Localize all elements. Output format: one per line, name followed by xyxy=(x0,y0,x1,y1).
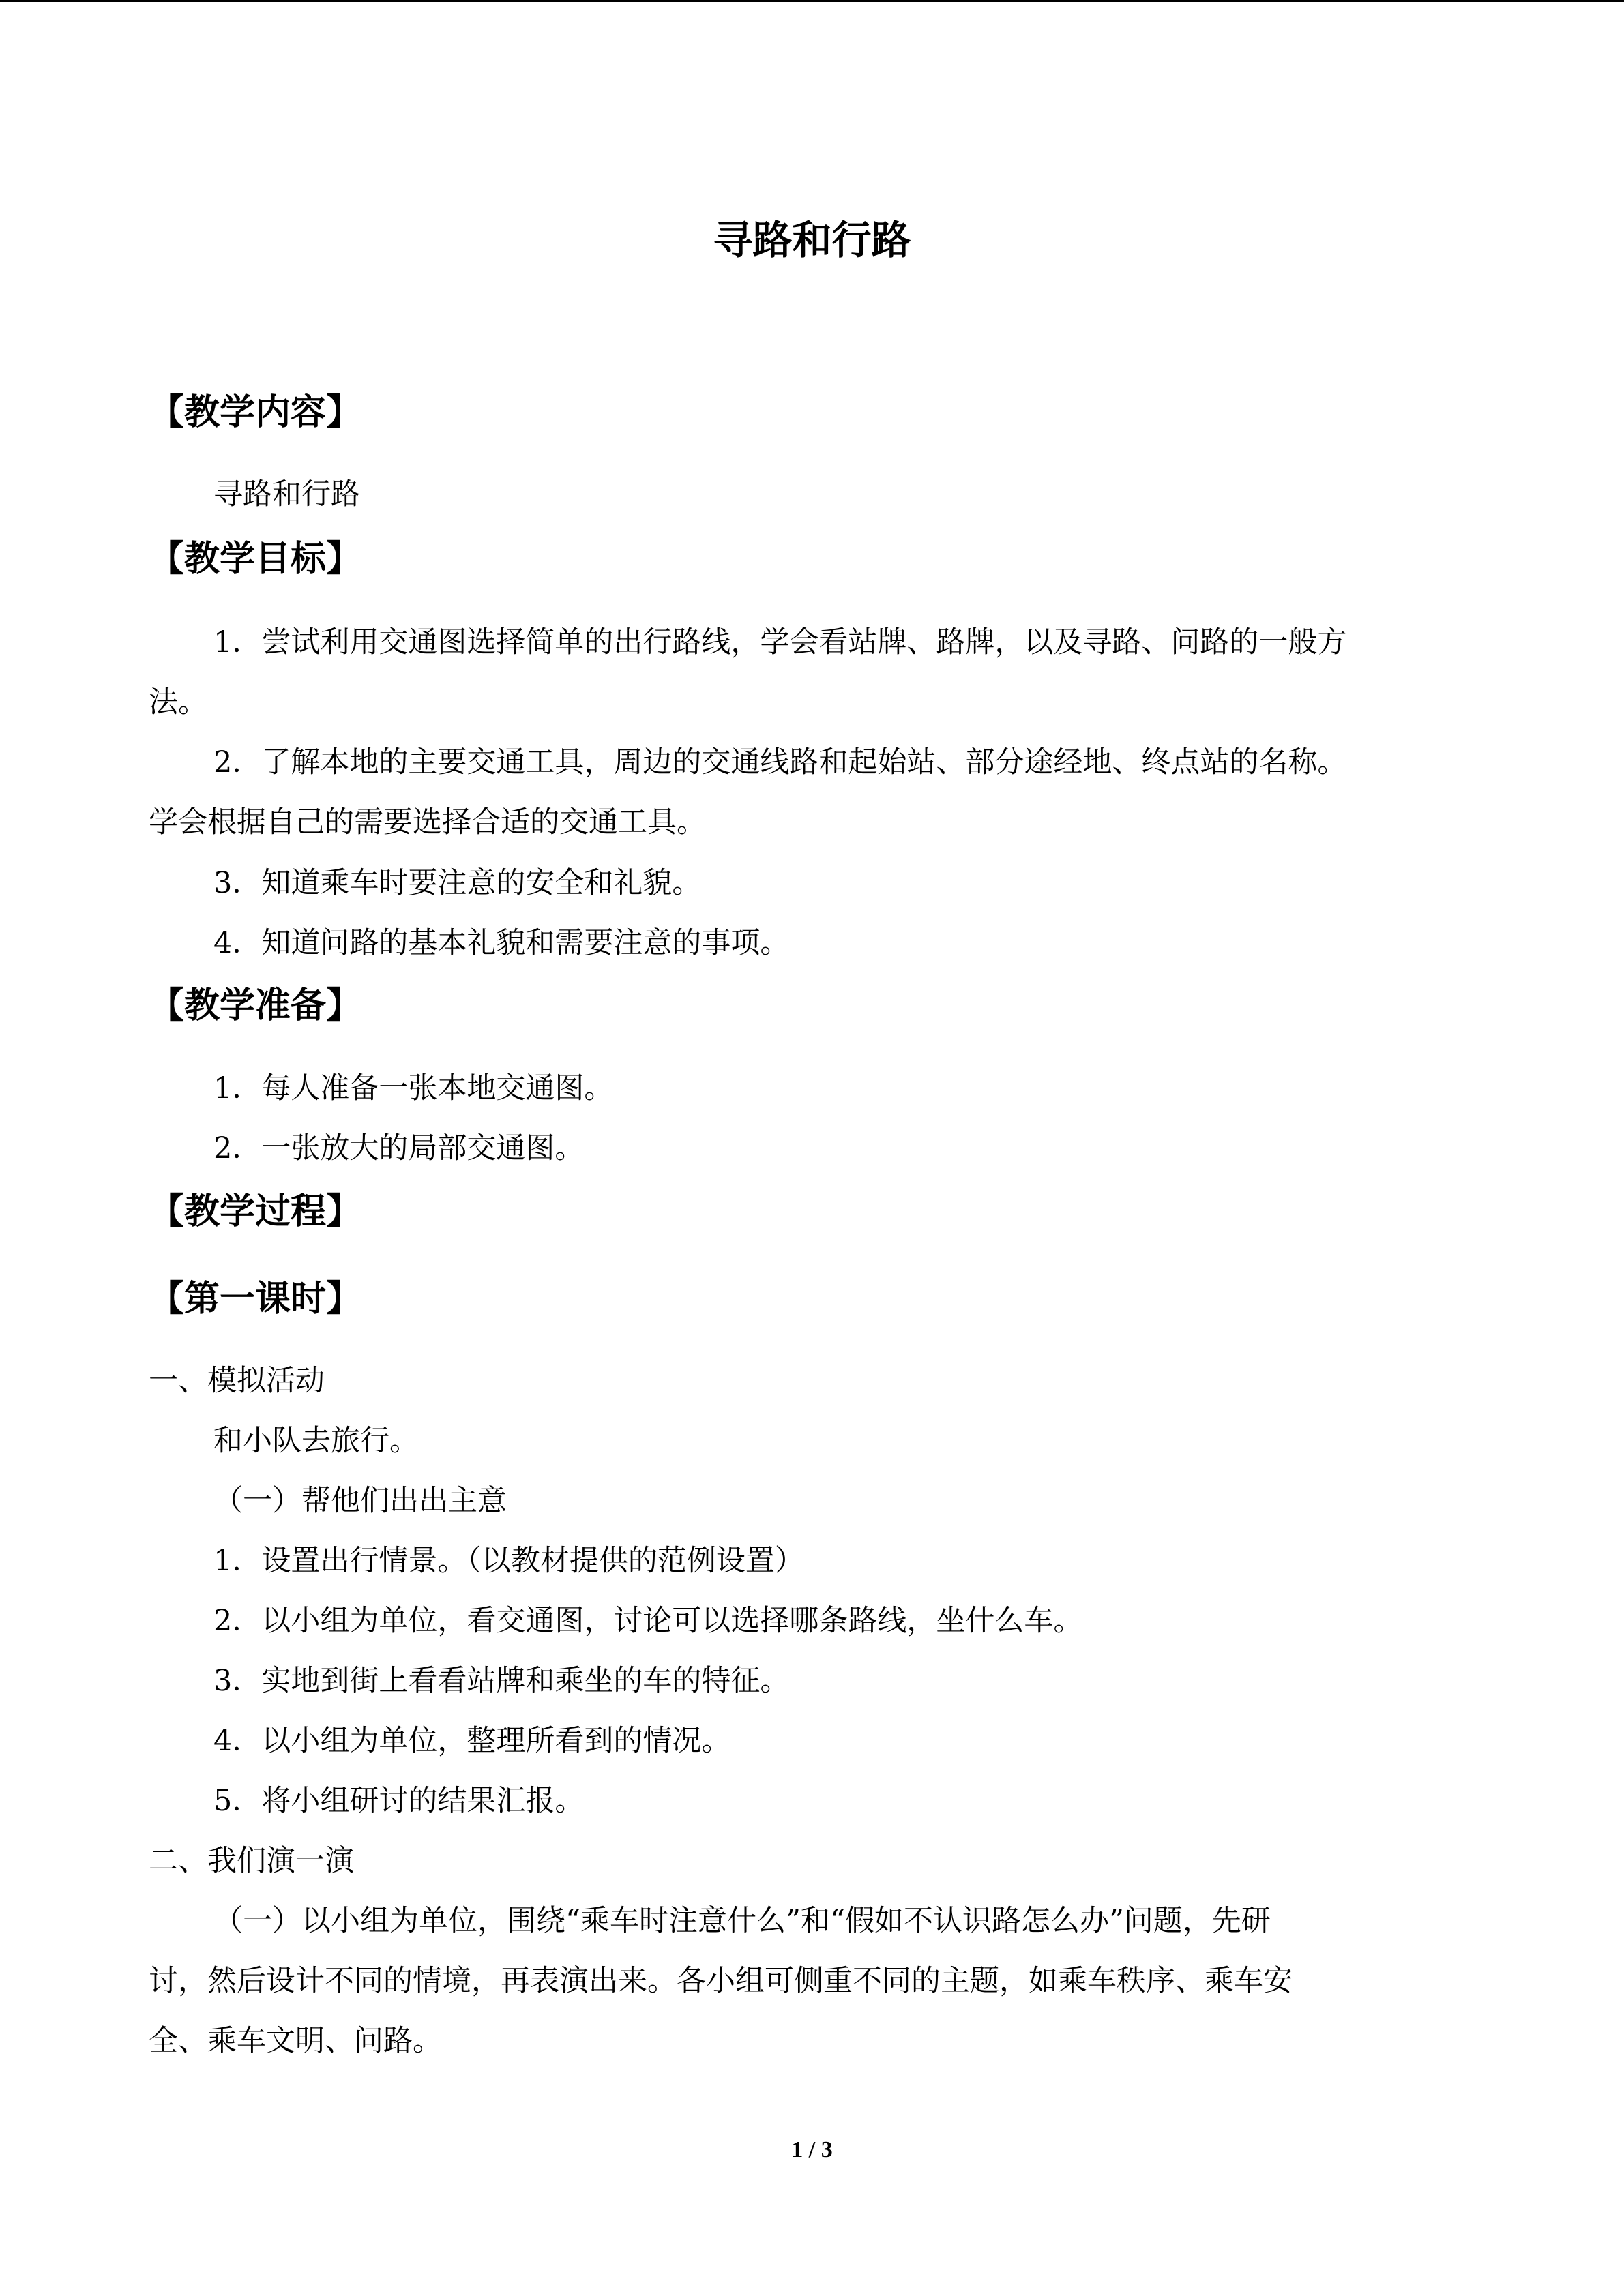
part-1-step-3: 3．实地到街上看看站牌和乘坐的车的特征。 xyxy=(213,1664,790,1698)
goal-3: 3．知道乘车时要注意的安全和礼貌。 xyxy=(213,866,702,900)
heading-teaching-goals: 【教学目标】 xyxy=(149,539,362,580)
goal-2-line-2: 学会根据自己的需要选择合适的交通工具。 xyxy=(149,805,706,839)
goal-2-line-1: 2．了解本地的主要交通工具，周边的交通线路和起始站、部分途经地、终点站的名称。 xyxy=(213,745,1347,779)
goal-1-line-1: 1．尝试利用交通图选择简单的出行路线，学会看站牌、路牌，以及寻路、问路的一般方 xyxy=(213,625,1347,659)
part-1-step-4: 4．以小组为单位，整理所看到的情况。 xyxy=(213,1724,731,1758)
part-1-step-5: 5．将小组研讨的结果汇报。 xyxy=(213,1784,585,1818)
heading-teaching-prep: 【教学准备】 xyxy=(149,985,362,1026)
part-1-step-2: 2．以小组为单位，看交通图，讨论可以选择哪条路线，坐什么车。 xyxy=(213,1604,1083,1638)
page-number: 1 / 3 xyxy=(791,2137,833,2162)
page-title: 寻路和行路 xyxy=(713,217,911,263)
goal-1-line-2: 法。 xyxy=(149,685,207,719)
part-1-title: 一、模拟活动 xyxy=(149,1364,325,1398)
heading-teaching-content: 【教学内容】 xyxy=(149,392,362,433)
top-border-line xyxy=(0,0,1624,2)
content-text: 寻路和行路 xyxy=(213,477,360,511)
part-2-title: 二、我们演一演 xyxy=(149,1844,354,1878)
prep-1: 1．每人准备一张本地交通图。 xyxy=(213,1071,614,1105)
part-1-intro: 和小队去旅行。 xyxy=(213,1424,419,1458)
prep-2: 2．一张放大的局部交通图。 xyxy=(213,1131,585,1165)
part-1-step-1: 1．设置出行情景。（以教材提供的范例设置） xyxy=(213,1544,804,1578)
part-1-subtitle: （一）帮他们出出主意 xyxy=(213,1484,507,1518)
part-2-paragraph-line-1: （一）以小组为单位，围绕“乘车时注意什么”和“假如不认识路怎么办”问题，先研 xyxy=(213,1904,1271,1938)
part-2-paragraph-line-3: 全、乘车文明、问路。 xyxy=(149,2024,442,2058)
goal-4: 4．知道问路的基本礼貌和需要注意的事项。 xyxy=(213,926,790,960)
heading-first-lesson: 【第一课时】 xyxy=(149,1279,362,1320)
heading-teaching-process: 【教学过程】 xyxy=(149,1191,362,1232)
part-2-paragraph-line-2: 讨，然后设计不同的情境，再表演出来。各小组可侧重不同的主题，如乘车秩序、乘车安 xyxy=(149,1964,1293,1998)
